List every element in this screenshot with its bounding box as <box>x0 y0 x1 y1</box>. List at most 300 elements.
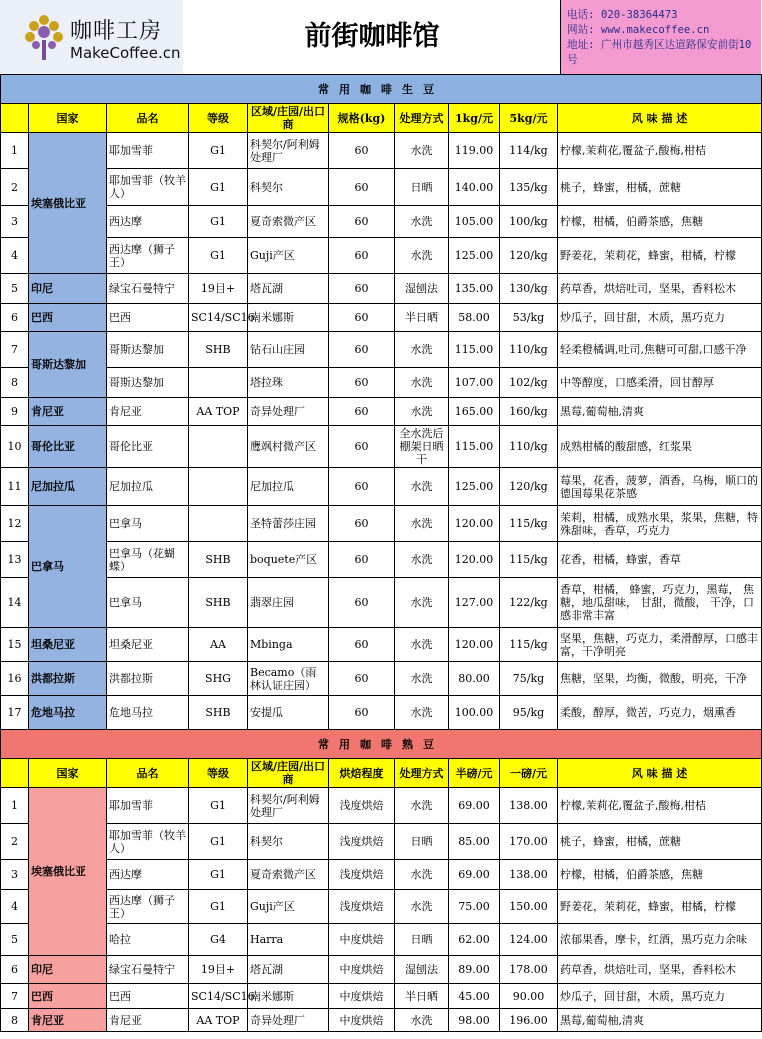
price-1kg: 120.00 <box>449 506 500 542</box>
row-number: 17 <box>1 696 29 730</box>
col-header: 风 味 描 述 <box>558 759 762 788</box>
region: 南米娜斯 <box>248 984 329 1009</box>
price-1kg: 120.00 <box>449 628 500 662</box>
price-5kg: 102/kg <box>500 368 558 398</box>
grade: G1 <box>189 824 248 860</box>
region: 塔瓦湖 <box>248 274 329 304</box>
grade: SHB <box>189 578 248 628</box>
region: Harra <box>248 924 329 956</box>
grade: SC14/SC16 <box>189 984 248 1009</box>
table-row <box>1 788 762 824</box>
price-half-pound: 45.00 <box>449 984 500 1009</box>
row-number: 5 <box>1 924 29 956</box>
price-5kg: 160/kg <box>500 398 558 426</box>
price-1kg: 125.00 <box>449 468 500 506</box>
country-cell: 巴西 <box>29 984 107 1009</box>
table-row <box>1 304 762 332</box>
row-number: 8 <box>1 368 29 398</box>
product-name: 巴拿马 <box>107 578 189 628</box>
col-header: 一磅/元 <box>500 759 558 788</box>
grade: SC14/SC16 <box>189 304 248 332</box>
grade: AA TOP <box>189 398 248 426</box>
product-name: 尼加拉瓜 <box>107 468 189 506</box>
table-row <box>1 956 762 984</box>
region: Guji产区 <box>248 238 329 274</box>
country-cell: 坦桑尼亚 <box>29 628 107 662</box>
process: 水洗 <box>395 332 449 368</box>
green-header-row <box>1 104 762 133</box>
table-row <box>1 133 762 169</box>
process: 湿刨法 <box>395 274 449 304</box>
product-name: 巴西 <box>107 304 189 332</box>
region: 翡翠庄园 <box>248 578 329 628</box>
col-header: 等级 <box>189 104 248 133</box>
price-5kg: 114/kg <box>500 133 558 169</box>
price-5kg: 75/kg <box>500 662 558 696</box>
table-row <box>1 274 762 304</box>
spec: 60 <box>329 398 395 426</box>
country-cell: 危地马拉 <box>29 696 107 730</box>
price-5kg: 130/kg <box>500 274 558 304</box>
grade <box>189 368 248 398</box>
product-name: 肯尼亚 <box>107 1009 189 1032</box>
country-cell: 印尼 <box>29 956 107 984</box>
price-1kg: 140.00 <box>449 169 500 206</box>
roast-level: 中度烘焙 <box>329 984 395 1009</box>
row-number: 6 <box>1 304 29 332</box>
green-banner-row <box>1 75 762 104</box>
row-number: 3 <box>1 206 29 238</box>
price-pound: 196.00 <box>500 1009 558 1032</box>
col-header: 品名 <box>107 759 189 788</box>
logo-text-cn: 咖啡工房 <box>70 19 163 44</box>
price-1kg: 107.00 <box>449 368 500 398</box>
flavor: 轻柔橙橘调,吐司,焦糖可可甜,口感干净 <box>558 332 762 368</box>
region: 科契尔 <box>248 824 329 860</box>
col-header: 5kg/元 <box>500 104 558 133</box>
flavor: 药草香，烘焙吐司，坚果，香料松木 <box>558 956 762 984</box>
country-cell: 巴西 <box>29 304 107 332</box>
table-row <box>1 984 762 1009</box>
process: 水洗 <box>395 468 449 506</box>
process: 水洗 <box>395 578 449 628</box>
region: Guji产区 <box>248 890 329 924</box>
flavor: 柠檬，柑橘，伯爵茶感，焦糖 <box>558 860 762 890</box>
red-banner-row <box>1 730 762 759</box>
col-header: 规格(kg) <box>329 104 395 133</box>
price-5kg: 135/kg <box>500 169 558 206</box>
price-1kg: 115.00 <box>449 332 500 368</box>
flavor: 桃子，蜂蜜，柑橘，蔗糖 <box>558 824 762 860</box>
product-name: 耶加雪菲 <box>107 133 189 169</box>
price-pound: 138.00 <box>500 860 558 890</box>
price-1kg: 105.00 <box>449 206 500 238</box>
product-name: 西达摩 <box>107 206 189 238</box>
row-number: 14 <box>1 578 29 628</box>
table-row <box>1 332 762 368</box>
address: 地址: 广州市越秀区达道路保安前街10号 <box>567 39 752 66</box>
region: 夏奇索微产区 <box>248 860 329 890</box>
col-header-no <box>1 104 29 133</box>
table-row <box>1 542 762 578</box>
price-5kg: 120/kg <box>500 238 558 274</box>
region: Mbinga <box>248 628 329 662</box>
price-5kg: 120/kg <box>500 468 558 506</box>
grade: SHG <box>189 662 248 696</box>
roast-level: 浅度烘焙 <box>329 890 395 924</box>
table-row <box>1 696 762 730</box>
price-5kg: 115/kg <box>500 506 558 542</box>
grade: G1 <box>189 890 248 924</box>
product-name: 哥斯达黎加 <box>107 332 189 368</box>
col-header: 区域/庄园/出口商 <box>248 104 329 133</box>
country-cell: 印尼 <box>29 274 107 304</box>
product-name: 哈拉 <box>107 924 189 956</box>
product-name: 巴拿马（花蝴蝶） <box>107 542 189 578</box>
flavor: 成熟柑橘的酸甜感，红浆果 <box>558 426 762 468</box>
price-half-pound: 62.00 <box>449 924 500 956</box>
price-pound: 170.00 <box>500 824 558 860</box>
grade: G1 <box>189 860 248 890</box>
table-row <box>1 169 762 206</box>
col-header-no <box>1 759 29 788</box>
spec: 60 <box>329 304 395 332</box>
spec: 60 <box>329 238 395 274</box>
product-name: 耶加雪菲（牧羊人） <box>107 824 189 860</box>
flavor: 柔酸，醇厚，微苦，巧克力，烟熏香 <box>558 696 762 730</box>
website: 网站: www.makecoffee.cn <box>567 24 710 36</box>
product-name: 巴西 <box>107 984 189 1009</box>
product-name: 西达摩（狮子王） <box>107 890 189 924</box>
region: 科契尔/阿利姆处理厂 <box>248 133 329 169</box>
process: 水洗 <box>395 1009 449 1032</box>
flavor: 黑莓,葡萄柚,清爽 <box>558 1009 762 1032</box>
price-5kg: 122/kg <box>500 578 558 628</box>
logo <box>0 0 183 74</box>
grade: SHB <box>189 696 248 730</box>
region: 科契尔/阿利姆处理厂 <box>248 788 329 824</box>
price-5kg: 110/kg <box>500 426 558 468</box>
roast-level: 中度烘焙 <box>329 924 395 956</box>
process: 湿刨法 <box>395 956 449 984</box>
flavor: 炒瓜子，回甘甜，木质，黑巧克力 <box>558 304 762 332</box>
page-header <box>0 0 761 75</box>
green-banner: 常用咖啡生豆 <box>1 75 762 104</box>
grade: AA TOP <box>189 1009 248 1032</box>
flavor: 桃子，蜂蜜，柑橘，蔗糖 <box>558 169 762 206</box>
col-header: 品名 <box>107 104 189 133</box>
tree-logo-icon <box>24 12 64 62</box>
col-header: 烘焙程度 <box>329 759 395 788</box>
flavor: 黑莓,葡萄柚,清爽 <box>558 398 762 426</box>
price-half-pound: 85.00 <box>449 824 500 860</box>
region: 夏奇索微产区 <box>248 206 329 238</box>
product-name: 西达摩 <box>107 860 189 890</box>
flavor: 坚果，焦糖，巧克力，柔滑醇厚，口感丰富，干净明亮 <box>558 628 762 662</box>
region: Becamo（雨林认证庄园） <box>248 662 329 696</box>
row-number: 16 <box>1 662 29 696</box>
process: 水洗 <box>395 628 449 662</box>
process: 水洗 <box>395 398 449 426</box>
table-row <box>1 206 762 238</box>
col-header: 国家 <box>29 759 107 788</box>
price-half-pound: 69.00 <box>449 788 500 824</box>
process: 半日晒 <box>395 984 449 1009</box>
process: 水洗 <box>395 506 449 542</box>
country-cell: 洪都拉斯 <box>29 662 107 696</box>
col-header: 1kg/元 <box>449 104 500 133</box>
product-name: 危地马拉 <box>107 696 189 730</box>
grade: G1 <box>189 206 248 238</box>
row-number: 1 <box>1 133 29 169</box>
price-1kg: 100.00 <box>449 696 500 730</box>
row-number: 2 <box>1 169 29 206</box>
grade: 19目+ <box>189 274 248 304</box>
price-1kg: 165.00 <box>449 398 500 426</box>
grade: 19目+ <box>189 956 248 984</box>
product-name: 绿宝石曼特宁 <box>107 956 189 984</box>
process: 半日晒 <box>395 304 449 332</box>
col-header: 等级 <box>189 759 248 788</box>
process: 日晒 <box>395 169 449 206</box>
price-1kg: 125.00 <box>449 238 500 274</box>
red-banner: 常用咖啡熟豆 <box>1 730 762 759</box>
spec: 60 <box>329 578 395 628</box>
flavor: 中等醇度，口感柔滑，回甘醇厚 <box>558 368 762 398</box>
product-name: 洪都拉斯 <box>107 662 189 696</box>
region: 钻石山庄园 <box>248 332 329 368</box>
region: 南米娜斯 <box>248 304 329 332</box>
price-pound: 138.00 <box>500 788 558 824</box>
country-cell: 巴拿马 <box>29 506 107 628</box>
process: 水洗 <box>395 542 449 578</box>
region: boquete产区 <box>248 542 329 578</box>
spec: 60 <box>329 133 395 169</box>
price-5kg: 100/kg <box>500 206 558 238</box>
grade <box>189 426 248 468</box>
spec: 60 <box>329 368 395 398</box>
grade: SHB <box>189 542 248 578</box>
row-number: 3 <box>1 860 29 890</box>
table-row <box>1 578 762 628</box>
table-row <box>1 924 762 956</box>
region: 鹰飒村微产区 <box>248 426 329 468</box>
process: 水洗 <box>395 662 449 696</box>
flavor: 茉莉，柑橘，成熟水果，浆果，焦糖，特殊甜味，香草，巧克力 <box>558 506 762 542</box>
logo-text-en: MakeCoffee.cn <box>70 44 181 62</box>
col-header: 处理方式 <box>395 104 449 133</box>
price-5kg: 115/kg <box>500 628 558 662</box>
flavor: 柠檬,茉莉花,覆盆子,酸梅,柑桔 <box>558 133 762 169</box>
grade: G4 <box>189 924 248 956</box>
product-name: 哥斯达黎加 <box>107 368 189 398</box>
row-number: 10 <box>1 426 29 468</box>
flavor: 莓果，花香，菠萝，酒香，乌梅，顺口的德国莓果花茶感 <box>558 468 762 506</box>
table-row <box>1 628 762 662</box>
spec: 60 <box>329 169 395 206</box>
table-row <box>1 824 762 860</box>
price-pound: 150.00 <box>500 890 558 924</box>
col-header: 国家 <box>29 104 107 133</box>
table-row <box>1 468 762 506</box>
product-name: 哥伦比亚 <box>107 426 189 468</box>
row-number: 11 <box>1 468 29 506</box>
row-number: 4 <box>1 890 29 924</box>
flavor: 野姜花，茉莉花，蜂蜜，柑橘，柠檬 <box>558 238 762 274</box>
spec: 60 <box>329 274 395 304</box>
row-number: 15 <box>1 628 29 662</box>
process: 水洗 <box>395 890 449 924</box>
country-cell: 哥伦比亚 <box>29 426 107 468</box>
price-5kg: 110/kg <box>500 332 558 368</box>
price-5kg: 115/kg <box>500 542 558 578</box>
price-pound: 178.00 <box>500 956 558 984</box>
roast-level: 中度烘焙 <box>329 956 395 984</box>
grade <box>189 506 248 542</box>
flavor: 药草香，烘焙吐司，坚果，香料松木 <box>558 274 762 304</box>
contact-box <box>560 0 761 74</box>
country-cell: 埃塞俄比亚 <box>29 133 107 274</box>
product-name: 巴拿马 <box>107 506 189 542</box>
price-1kg: 120.00 <box>449 542 500 578</box>
table-row <box>1 426 762 468</box>
price-1kg: 135.00 <box>449 274 500 304</box>
phone: 电话: 020-38364473 <box>567 9 678 21</box>
region: 奇异处理厂 <box>248 1009 329 1032</box>
process: 水洗 <box>395 133 449 169</box>
col-header: 风 味 描 述 <box>558 104 762 133</box>
flavor: 浓郁果香，摩卡，红酒，黑巧克力余味 <box>558 924 762 956</box>
product-name: 耶加雪菲 <box>107 788 189 824</box>
roasted-beans-table <box>0 729 762 1032</box>
grade <box>189 468 248 506</box>
row-number: 8 <box>1 1009 29 1032</box>
grade: AA <box>189 628 248 662</box>
product-name: 耶加雪菲（牧羊人） <box>107 169 189 206</box>
roast-level: 中度烘焙 <box>329 1009 395 1032</box>
price-half-pound: 69.00 <box>449 860 500 890</box>
table-row <box>1 506 762 542</box>
row-number: 7 <box>1 332 29 368</box>
spec: 60 <box>329 696 395 730</box>
row-number: 5 <box>1 274 29 304</box>
process: 水洗 <box>395 238 449 274</box>
process: 日晒 <box>395 824 449 860</box>
product-name: 西达摩（狮子王） <box>107 238 189 274</box>
spec: 60 <box>329 206 395 238</box>
table-row <box>1 662 762 696</box>
price-1kg: 127.00 <box>449 578 500 628</box>
row-number: 2 <box>1 824 29 860</box>
flavor: 焦糖，坚果，均衡，微酸，明亮，干净 <box>558 662 762 696</box>
region: 塔拉珠 <box>248 368 329 398</box>
flavor: 花香，柑橘，蜂蜜，香草 <box>558 542 762 578</box>
row-number: 7 <box>1 984 29 1009</box>
process: 水洗 <box>395 696 449 730</box>
country-cell: 埃塞俄比亚 <box>29 788 107 956</box>
grade: G1 <box>189 169 248 206</box>
price-1kg: 58.00 <box>449 304 500 332</box>
table-row <box>1 860 762 890</box>
table-row <box>1 368 762 398</box>
price-pound: 90.00 <box>500 984 558 1009</box>
country-cell: 尼加拉瓜 <box>29 468 107 506</box>
table-row <box>1 398 762 426</box>
table-row <box>1 1009 762 1032</box>
spec: 60 <box>329 468 395 506</box>
grade: G1 <box>189 788 248 824</box>
price-1kg: 80.00 <box>449 662 500 696</box>
grade: SHB <box>189 332 248 368</box>
region: 科契尔 <box>248 169 329 206</box>
spec: 60 <box>329 662 395 696</box>
page-title: 前街咖啡馆 <box>304 21 440 52</box>
col-header: 处理方式 <box>395 759 449 788</box>
process: 日晒 <box>395 924 449 956</box>
flavor: 柠檬,茉莉花,覆盆子,酸梅,柑桔 <box>558 788 762 824</box>
price-pound: 124.00 <box>500 924 558 956</box>
row-number: 9 <box>1 398 29 426</box>
row-number: 13 <box>1 542 29 578</box>
process: 全水洗后棚架日晒干 <box>395 426 449 468</box>
price-5kg: 53/kg <box>500 304 558 332</box>
row-number: 6 <box>1 956 29 984</box>
product-name: 绿宝石曼特宁 <box>107 274 189 304</box>
roast-level: 浅度烘焙 <box>329 788 395 824</box>
table-row <box>1 238 762 274</box>
region: 塔瓦湖 <box>248 956 329 984</box>
region: 奇异处理厂 <box>248 398 329 426</box>
grade: G1 <box>189 133 248 169</box>
grade: G1 <box>189 238 248 274</box>
product-name: 肯尼亚 <box>107 398 189 426</box>
product-name: 坦桑尼亚 <box>107 628 189 662</box>
flavor: 炒瓜子，回甘甜，木质，黑巧克力 <box>558 984 762 1009</box>
region: 安提瓜 <box>248 696 329 730</box>
red-header-row <box>1 759 762 788</box>
price-1kg: 115.00 <box>449 426 500 468</box>
row-number: 4 <box>1 238 29 274</box>
country-cell: 肯尼亚 <box>29 1009 107 1032</box>
col-header: 半磅/元 <box>449 759 500 788</box>
roast-level: 浅度烘焙 <box>329 860 395 890</box>
spec: 60 <box>329 506 395 542</box>
spec: 60 <box>329 542 395 578</box>
country-cell: 肯尼亚 <box>29 398 107 426</box>
price-half-pound: 89.00 <box>449 956 500 984</box>
green-beans-table <box>0 74 762 730</box>
spec: 60 <box>329 332 395 368</box>
process: 水洗 <box>395 788 449 824</box>
roast-level: 浅度烘焙 <box>329 824 395 860</box>
flavor: 香草，柑橘， 蜂蜜，巧克力，黑莓， 焦糖，地瓜甜味， 甘甜，微酸， 干净，口感非常丰富 <box>558 578 762 628</box>
row-number: 12 <box>1 506 29 542</box>
spec: 60 <box>329 426 395 468</box>
row-number: 1 <box>1 788 29 824</box>
flavor: 野姜花，茉莉花，蜂蜜，柑橘，柠檬 <box>558 890 762 924</box>
col-header: 区域/庄园/出口商 <box>248 759 329 788</box>
process: 水洗 <box>395 860 449 890</box>
price-half-pound: 75.00 <box>449 890 500 924</box>
price-5kg: 95/kg <box>500 696 558 730</box>
spec: 60 <box>329 628 395 662</box>
country-cell: 哥斯达黎加 <box>29 332 107 398</box>
table-row <box>1 890 762 924</box>
price-1kg: 119.00 <box>449 133 500 169</box>
price-half-pound: 98.00 <box>449 1009 500 1032</box>
flavor: 柠檬，柑橘，伯爵茶感，焦糖 <box>558 206 762 238</box>
process: 水洗 <box>395 368 449 398</box>
